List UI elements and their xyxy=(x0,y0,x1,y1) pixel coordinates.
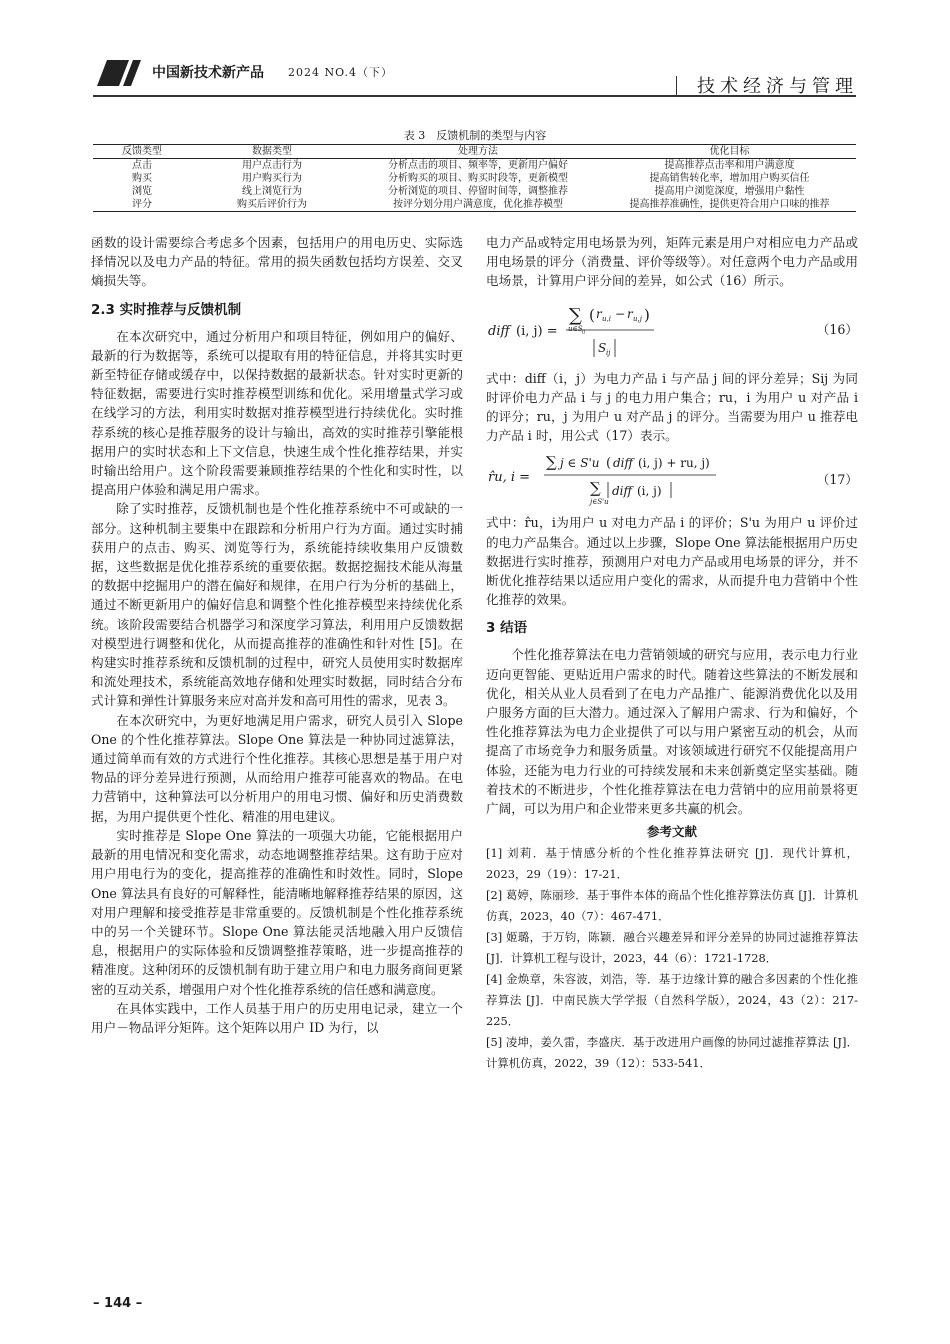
table-header-cell: 反馈类型 xyxy=(122,146,162,157)
svg-text:(i, j) =: (i, j) = xyxy=(516,323,558,339)
equation-17 xyxy=(486,451,858,507)
left-column xyxy=(91,233,463,1037)
table-cell: 购买后评价行为 xyxy=(237,199,307,210)
header-rule xyxy=(93,95,856,97)
svg-text:u,j: u,j xyxy=(633,314,642,323)
paragraph: 式中：diff（i，j）为电力产品 i 与产品 j 间的评分差异；Sij 为同时评价电力产品 i 与 j 的电力用户集合；ru，i 为用户 u 对产品 i 的评分；ru，j 为用户 u 对产品 j 的评分。当需要为用户 u 推荐电力产品 i 时，用公式（17）表示。 xyxy=(486,370,858,444)
right-column xyxy=(486,233,858,1074)
table-row xyxy=(93,172,856,185)
svg-text:∑: ∑ xyxy=(569,304,582,326)
section-heading: 2.3 实时推荐与反馈机制 xyxy=(91,301,242,318)
svg-text:S: S xyxy=(598,340,607,355)
table-header-row xyxy=(93,145,856,159)
journal-name: 中国新技术新产品 xyxy=(152,65,264,81)
table-row xyxy=(93,185,856,198)
equation-16-formula xyxy=(486,297,676,363)
table-cell: 分析点击的项目、频率等，更新用户偏好 xyxy=(388,160,568,171)
paragraph: 电力产品或特定用电场景为列，矩阵元素是用户对相应电力产品或用电场景的评分（消费量、评价等级等）。对任意两个电力产品或用电场景，计算用户评分间的差异，如公式（16）所示。 xyxy=(486,235,858,289)
table-cell: 浏览 xyxy=(132,186,152,197)
table-cell: 评分 xyxy=(132,199,152,210)
table-cell: 分析购买的项目、购买时段等，更新模型 xyxy=(388,173,568,184)
table-header-cell: 优化目标 xyxy=(709,146,750,157)
header-divider xyxy=(676,76,677,96)
table-cell: 用户购买行为 xyxy=(242,173,302,184)
paragraph: 实时推荐是 Slope One 算法的一项强大功能，它能根据用户最新的用电情况和变化需求，动态地调整推荐结果。这有助于应对用户用电行为的变化，提高推荐的准确性和时效性。同时，Slope One 算法具有良好的可解释性，能清晰地解释推荐结果的原因，这对用户理解和接受推荐是非常重要的。反馈机制是个性化推荐系统中的另一个关键环节。Slope One 算法能灵活地融入用户反馈信息，根据用户的实际体验和反馈调整推荐策略，进一步提高推荐的精准度。这种闭环的反馈机制有助于建立用户和电力服务商间更紧密的互动关系，增强用户对个性化推荐系统的信任感和满意度。 xyxy=(91,827,463,997)
equation-number: （17） xyxy=(816,471,858,487)
table-cell: 提高推荐准确性，提供更符合用户口味的推荐 xyxy=(629,199,830,210)
svg-text:(i, j): (i, j) xyxy=(637,484,662,499)
table-cell: 用户点击行为 xyxy=(242,160,302,171)
svg-text:u∈S: u∈S xyxy=(568,324,583,333)
svg-text:∑: ∑ xyxy=(546,453,557,472)
paragraph: 式中：r̂u，i为用户 u 对电力产品 i 的评价；S'u 为用户 u 评价过的电力产品集合。通过以上步骤，Slope One 算法能根据用户历史数据进行实时推荐，预测用户对电力产品或用电场景的评分，并不断优化推荐结果以适应用户变化的需求，从而提升电力营销中个性化推荐的效果。 xyxy=(486,515,858,608)
paragraph: 在本次研究中，为更好地满足用户需求，研究人员引入 Slope One 的个性化推荐算法。Slope One 算法是一种协同过滤算法，通过简单而有效的方式进行个性化推荐。其核心思想是基于用户对物品的评分差异进行预测，从而给用户推荐可能喜欢的物品。在电力营销中，这种算法可以分析用户的用电习惯、偏好和历史消费数据，为用户提供更个性化、精准的用电建议。 xyxy=(91,712,463,824)
table-cell: 提高推荐点击率和用户满意度 xyxy=(664,160,795,171)
paragraph: 在具体实践中，工作人员基于用户的历史用电记录，建立一个用户－物品评分矩阵。这个矩阵以用户 ID 为行，以 xyxy=(91,1000,463,1035)
svg-text:∑: ∑ xyxy=(590,479,601,498)
table-caption: 表 3 反馈机制的类型与内容 xyxy=(403,129,547,142)
paragraph: 在本次研究中，通过分析用户和项目特征，例如用户的偏好、最新的行为数据等，系统可以提取有用的特征信息，并将其实时更新至特征存储或缓存中，以保持数据的最新状态。针对实时更新的特征数据，需要进行实时推荐模型训练和优化。采用增量式学习或在线学习的方法，利用实时数据对推荐模型进行持续优化。实时推荐系统的核心是推荐服务的设计与输出，高效的实时推荐引擎能根据用户的实时状态和上下文信息，快速生成个性化推荐结果，并实时输出给用户。这个阶段需要兼顾推荐结果的个性化和实时性，以提高用户体验和满足用户需求。 xyxy=(91,328,463,498)
table-cell: 提高用户浏览深度，增强用户黏性 xyxy=(654,186,805,197)
journal-logo-icon xyxy=(93,60,141,86)
reference-item: [2] 葛婷，陈丽珍．基于事件本体的商品个性化推荐算法仿真 [J]．计算机仿真，2023，40（7）：467-471． xyxy=(486,888,858,924)
table-cell: 线上浏览行为 xyxy=(242,186,302,197)
svg-text:r: r xyxy=(627,306,633,321)
table-header-cell: 数据类型 xyxy=(252,146,292,157)
table-cell: 提高销售转化率，增加用户购买信任 xyxy=(649,173,810,184)
reference-item: [4] 金焕章，朱容波，刘浩，等．基于边缘计算的融合多因素的个性化推荐算法 [J]．中南民族大学学报（自然科学版），2024，43（2）：217-225． xyxy=(486,972,858,1029)
table-cell: 点击 xyxy=(132,160,152,171)
table-cell: 分析浏览的项目、停留时间等，调整推荐 xyxy=(388,186,568,197)
svg-text:−: − xyxy=(615,306,626,321)
svg-text:(: ( xyxy=(589,305,595,324)
paragraph: 个性化推荐算法在电力营销领域的研究与应用，表示电力行业迈向更智能、更贴近用户需求的时代。随着这些算法的不断发展和优化，相关从业人员看到了在电力产品推广、能源消费优化以及用户服务方面的巨大潜力。通过深入了解用户需求、行为和偏好，个性化推荐算法为电力企业提供了可以与用户紧密互动的机会，从而提高了市场竞争力和服务质量。对该领域进行研究不仅能提高用户体验，还能为电力行业的可持续发展和未来创新奠定坚实基础。随着技术的不断进步，个性化推荐算法在电力营销中的应用前景将更广阔，可以为用户和企业带来更多共赢的机会。 xyxy=(486,647,858,817)
section-heading: 3 结语 xyxy=(486,620,528,637)
paragraph: 除了实时推荐，反馈机制也是个性化推荐系统中不可或缺的一部分。这种机制主要集中在跟踪和分析用户行为方面。通过实时捕获用户的点击、购买、浏览等行为，系统能持续收集用户反馈数据，这些数据是优化推荐系统的重要依据。数据挖掘技术能从海量的数据中挖掘用户的潜在偏好和规律，在用户行为分析的基础上，通过不断更新用户的偏好信息和调整个性化推荐模型来持续优化系统。该阶段需要结合机器学习和深度学习算法，利用用户反馈数据对模型进行调整和优化，从而提高推荐的准确性和针对性 [5]。在构建实时推荐系统和反馈机制的过程中，研究人员使用实时数据库和流处理技术，系统能高效地存储和处理实时数据，同时结合分布式计算和弹性计算服务来应对高并发和高可用性的需求，见表 3。 xyxy=(91,501,463,709)
feedback-table xyxy=(93,144,856,212)
reference-item: [5] 凌坤，姜久雷，李盛庆．基于改进用户画像的协同过滤推荐算法 [J]．计算机仿真，2022，39（12）：533-541． xyxy=(486,1035,858,1071)
references-title: 参考文献 xyxy=(646,824,697,840)
equation-number: （16） xyxy=(816,322,858,337)
table-header-cell: 处理方法 xyxy=(458,146,498,157)
svg-text:j∈S'u: j∈S'u xyxy=(590,498,609,507)
svg-text:r: r xyxy=(596,306,602,321)
svg-text:ij: ij xyxy=(606,348,611,357)
svg-text:j ∈ S'u: j ∈ S'u xyxy=(560,456,600,471)
reference-item: [1] 刘莉．基于情感分析的个性化推荐算法研究 [J]．现代计算机，2023，29（19）：17-21． xyxy=(486,846,858,882)
paragraph: 函数的设计需要综合考虑多个因素，包括用户的用电历史、实际选择情况以及电力产品的特征。常用的损失函数包括均方误差、交叉熵损失等。 xyxy=(91,235,463,289)
table-row xyxy=(93,159,856,173)
svg-text:): ) xyxy=(644,305,650,324)
svg-text:(i, j) + ru, j): (i, j) + ru, j) xyxy=(638,456,710,471)
svg-text:r̂u, i =: r̂u, i = xyxy=(488,470,531,486)
section-title: 技术经济与管理 xyxy=(697,76,858,97)
svg-text:(: ( xyxy=(606,456,612,472)
table-cell: 购买 xyxy=(132,173,152,184)
svg-text:diff: diff xyxy=(488,323,510,339)
page-number: – 144 – xyxy=(93,1296,143,1311)
svg-text:diff: diff xyxy=(613,456,634,471)
equation-17-formula xyxy=(486,451,726,507)
svg-text:ij: ij xyxy=(582,328,586,335)
table-row xyxy=(93,198,856,212)
table-cell: 按评分划分用户满意度，优化推荐模型 xyxy=(393,199,563,210)
svg-text:u,i: u,i xyxy=(602,314,611,323)
issue-label: 2024 NO.4（下） xyxy=(288,66,393,79)
equation-16 xyxy=(486,297,858,363)
reference-item: [3] 姬璐，于万钧，陈颖．融合兴趣差异和评分差异的协同过滤推荐算法 [J]．计算机工程与设计，2023，44（6）：1721-1728． xyxy=(486,930,858,966)
svg-text:diff: diff xyxy=(612,484,633,499)
